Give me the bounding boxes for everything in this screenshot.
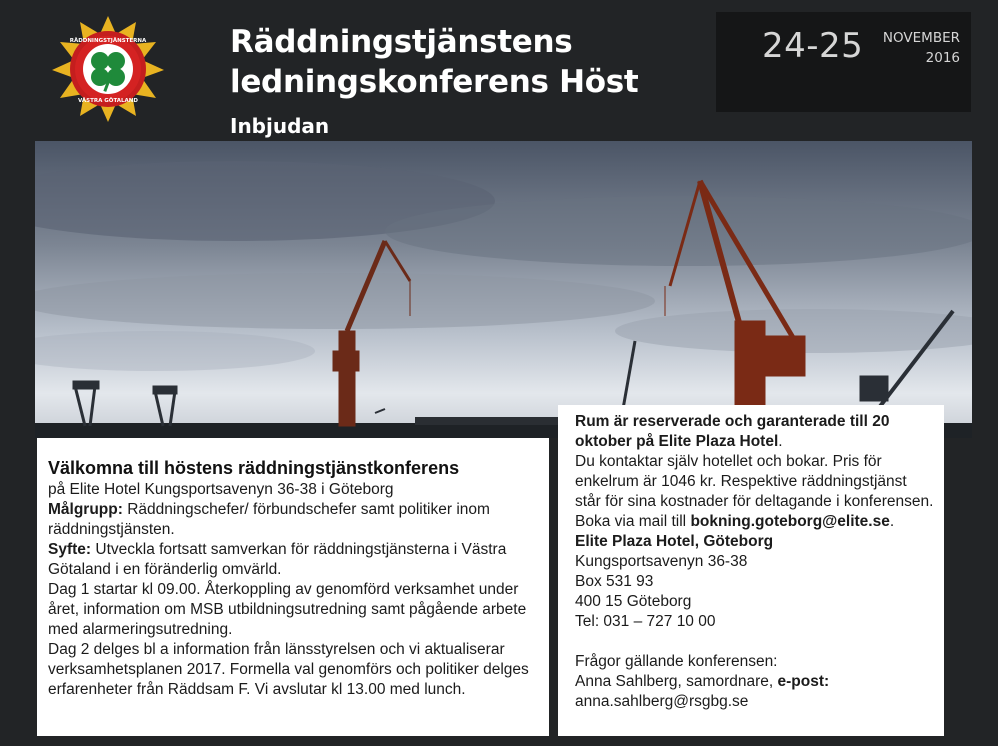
welcome-heading: Välkomna till höstens räddningstjänstkonferens	[48, 458, 460, 478]
date-year: 2016	[925, 50, 960, 66]
purpose-paragraph	[48, 540, 539, 580]
target-group-label: Målgrupp:	[48, 501, 123, 518]
address-line-1: Kungsportsavenyn 36-38	[575, 553, 748, 570]
svg-text:VÄSTRA GÖTALAND: VÄSTRA GÖTALAND	[78, 98, 138, 104]
purpose-label: Syfte:	[48, 541, 92, 558]
email-label: e-post:	[777, 673, 830, 690]
hotel-name	[575, 532, 934, 552]
booking-email-link[interactable]: bokning.goteborg@elite.se	[690, 513, 890, 530]
booking-info-box	[558, 405, 944, 736]
title-line-1: Räddningstjänstens	[230, 24, 573, 60]
target-group-paragraph	[48, 500, 539, 540]
harbor-cranes-photo	[35, 141, 972, 438]
reservation-paragraph	[575, 412, 934, 452]
purpose-text: Utveckla fortsatt samverkan för räddningstjänsterna i Västra Götaland i en föränderlig omvärld.	[48, 541, 507, 578]
address-line-2: Box 531 93	[575, 573, 654, 590]
organization-logo	[48, 14, 168, 124]
venue-text: på Elite Hotel Kungsportsavenyn 36-38 i Göteborg	[48, 481, 394, 498]
day-2-paragraph: Dag 2 delges bl a information från länsstyrelsen och vi aktualiserar verksamhetsplanen 2017. Formella val genomförs och politiker delges erfarenheter från Räddsam F. Vi avslutar kl 13.00 med lunch.	[48, 641, 529, 698]
date-days: 24-25	[762, 26, 864, 66]
contact-person-paragraph	[575, 672, 934, 692]
day-1-paragraph: Dag 1 startar kl 09.00. Återkoppling av genomförd verksamhet under året, information om MSB utbildningsutredning samt pågående arbete med alarmeringsutredning.	[48, 581, 527, 638]
hotel-contact-text: Du kontaktar själv hotellet och bokar. Pris för enkelrum är 1046 kr. Respektive räddningstjänst står för sina kostnader för deltagande i konferensen.	[575, 453, 934, 510]
hotel-name-text: Elite Plaza Hotel, Göteborg	[575, 533, 774, 550]
date-box	[716, 12, 971, 112]
date-month: NOVEMBER	[882, 30, 960, 46]
clover-badge-icon	[48, 14, 168, 124]
booking-suffix: .	[889, 513, 895, 530]
target-group-text: Räddningschefer/ förbundschefer samt politiker inom räddningstjänsten.	[48, 501, 490, 538]
invitation-text-box	[37, 438, 549, 736]
page-title	[230, 22, 638, 102]
reservation-end: .	[778, 433, 783, 450]
svg-text:RÄDDNINGSTJÄNSTERNA: RÄDDNINGSTJÄNSTERNA	[69, 38, 147, 44]
spacer	[575, 632, 934, 652]
contact-email-link[interactable]: anna.sahlberg@rsgbg.se	[575, 693, 749, 710]
questions-text: Frågor gällande konferensen:	[575, 653, 778, 670]
date-month-year	[883, 28, 960, 68]
booking-paragraph	[575, 512, 934, 532]
title-line-2: ledningskonferens Höst	[230, 64, 639, 100]
reservation-text: Rum är reserverade och garanterade till 20 oktober på Elite Plaza Hotel	[575, 413, 890, 450]
harbor-crane-image	[35, 141, 972, 438]
contact-person: Anna Sahlberg, samordnare,	[575, 673, 778, 690]
page-subtitle: Inbjudan	[230, 114, 330, 138]
phone-number: Tel: 031 – 727 10 00	[575, 613, 716, 630]
booking-prefix: Boka via mail till	[575, 513, 691, 530]
address-line-3: 400 15 Göteborg	[575, 593, 692, 610]
